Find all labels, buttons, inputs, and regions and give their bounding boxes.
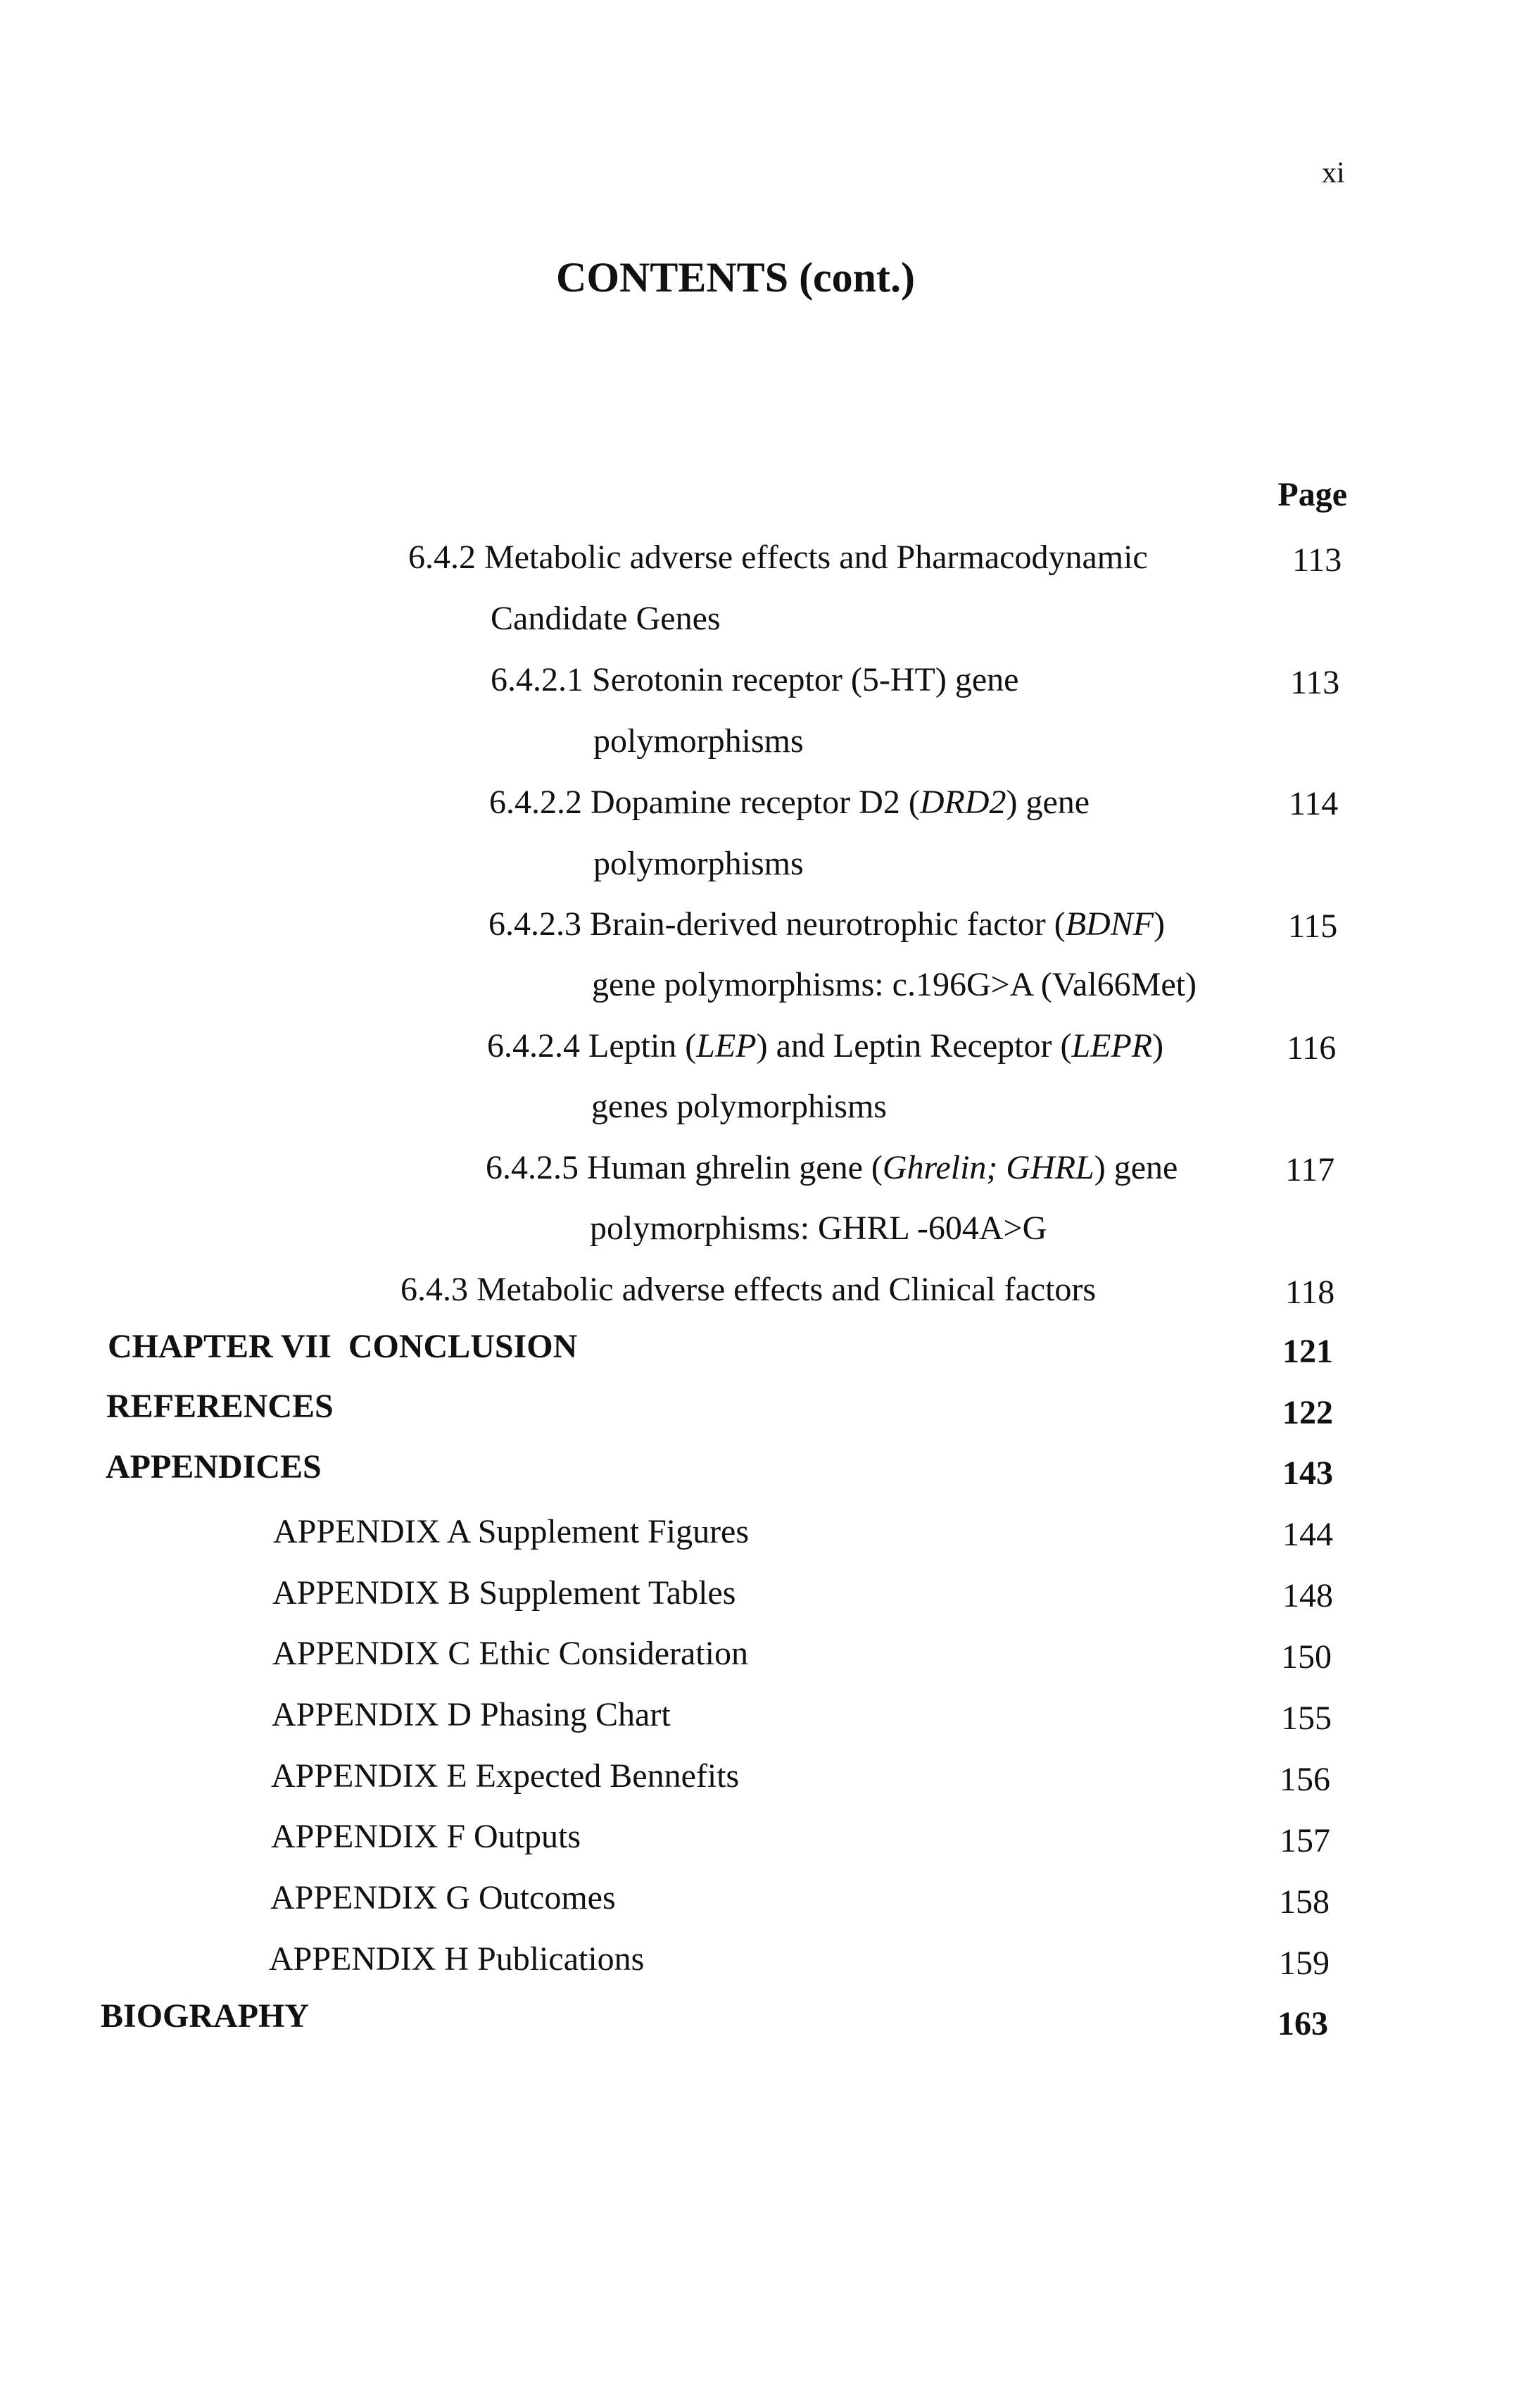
toc-references: REFERENCES [106,1388,334,1425]
entry-text-italic-2: LEPR [1071,1027,1153,1065]
entry-page: 114 [1289,785,1339,822]
toc-appendix-d: APPENDIX D Phasing Chart [272,1696,671,1733]
toc-chapter-7 [108,1330,577,1364]
entry-text-pre: Brain-derived neurotrophic factor ( [590,905,1066,943]
toc-appendices: APPENDICES [106,1448,322,1486]
entry-text-italic: BDNF [1065,905,1154,943]
entry-text-mid: ) and Leptin Receptor ( [756,1027,1072,1065]
toc-appendix-f: APPENDIX F Outputs [271,1818,581,1855]
entry-page: 118 [1285,1274,1335,1311]
entry-page: 156 [1280,1761,1330,1798]
toc-appendix-b: APPENDIX B Supplement Tables [272,1574,736,1612]
entry-page: 143 [1282,1455,1333,1492]
entry-text-italic: DRD2 [919,784,1006,821]
entry-page: 159 [1279,1945,1330,1982]
entry-page: 113 [1292,541,1342,579]
entry-text-pre: Dopamine receptor D2 ( [591,784,920,821]
toc-entry-6-4-2-5 [486,1151,1178,1185]
toc-entry-6-4-2-1 [491,663,1018,697]
entry-page: 122 [1282,1394,1333,1431]
entry-number: 6.4.3 [400,1271,468,1308]
entry-number: 6.4.2.4 [487,1027,580,1065]
entry-text-post: ) [1154,905,1166,943]
toc-entry-6-4-2 [408,541,1148,574]
entry-page: 148 [1282,1577,1333,1614]
toc-biography: BIOGRAPHY [101,1997,310,2035]
entry-number: 6.4.2.2 [489,784,582,821]
entry-number: 6.4.2 [408,539,476,576]
entry-continuation: polymorphisms [593,722,804,760]
entry-text: Serotonin receptor (5-HT) gene [592,661,1019,698]
entry-page: 150 [1281,1638,1332,1676]
toc-appendix-a: APPENDIX A Supplement Figures [273,1513,750,1550]
entry-page: 121 [1282,1333,1333,1370]
toc-entry-6-4-2-2 [489,786,1090,820]
entry-text-pre: Leptin ( [588,1027,697,1065]
toc-entry-6-4-2-3 [488,905,1166,943]
entry-text-post: ) gene [1094,1149,1178,1186]
toc-entry-6-4-3 [400,1273,1096,1307]
entry-page: 115 [1288,908,1338,945]
chapter-label: CHAPTER VII [108,1328,332,1365]
entry-text-post: ) gene [1006,784,1090,821]
entry-page: 144 [1282,1516,1333,1553]
entry-continuation: polymorphisms: GHRL -604A>G [590,1210,1047,1247]
entry-number: 6.4.2.3 [488,905,581,943]
entry-page: 113 [1290,664,1340,701]
entry-text-italic: LEP [696,1027,757,1065]
entry-text-pre: Human ghrelin gene ( [587,1149,883,1186]
entry-page: 116 [1287,1029,1337,1067]
page-column-label: Page [1277,476,1347,513]
entry-number: 6.4.2.1 [491,661,583,698]
entry-page: 158 [1279,1883,1330,1921]
entry-page: 155 [1281,1700,1332,1737]
entry-text-italic: Ghrelin; GHRL [882,1149,1094,1186]
entry-continuation: Candidate Genes [491,600,721,637]
toc-entry-6-4-2-4 [487,1029,1163,1063]
page-title: CONTENTS (cont.) [555,254,916,301]
toc-appendix-e: APPENDIX E Expected Bennefits [271,1757,740,1795]
toc-appendix-g: APPENDIX G Outcomes [270,1879,616,1916]
entry-text: Metabolic adverse effects and Clinical factors [476,1271,1097,1308]
toc-appendix-c: APPENDIX C Ethic Consideration [272,1635,748,1672]
entry-continuation: polymorphisms [593,845,804,882]
entry-page: 117 [1285,1151,1335,1188]
page-number: xi [1322,157,1345,189]
chapter-title: CONCLUSION [348,1328,578,1365]
entry-page: 157 [1280,1822,1330,1859]
entry-text-post: ) [1152,1027,1164,1065]
entry-text: Metabolic adverse effects and Pharmacodynamic [484,539,1148,576]
entry-number: 6.4.2.5 [486,1149,579,1186]
entry-page: 163 [1277,2005,1328,2042]
entry-continuation: gene polymorphisms: c.196G>A (Val66Met) [592,966,1197,1003]
toc-appendix-h: APPENDIX H Publications [269,1940,645,1978]
entry-continuation: genes polymorphisms [591,1088,887,1125]
